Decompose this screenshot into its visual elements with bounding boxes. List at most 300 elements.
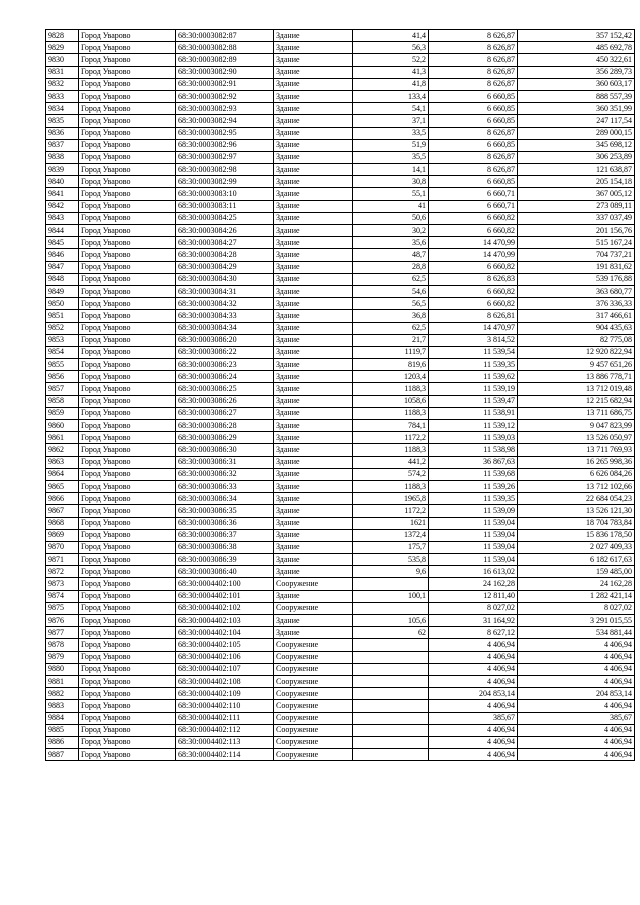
- cadastral-number-cell: 68:30:0004402:105: [176, 639, 274, 651]
- cadastral-number-cell: 68:30:0003086:23: [176, 359, 274, 371]
- object-type-cell: Здание: [274, 444, 353, 456]
- area-cell: 28,8: [353, 261, 429, 273]
- cadastral-value-cell: 82 775,08: [518, 334, 635, 346]
- locality-cell: Город Уварово: [79, 285, 176, 297]
- table-row: [46, 285, 635, 297]
- unit-value-cell: 11 539,26: [429, 480, 518, 492]
- table-row: [46, 78, 635, 90]
- table-row: [46, 688, 635, 700]
- cadastral-value-cell: 363 680,77: [518, 285, 635, 297]
- object-type-cell: Здание: [274, 176, 353, 188]
- cadastral-number-cell: 68:30:0003086:34: [176, 493, 274, 505]
- cadastral-value-cell: 534 881,44: [518, 627, 635, 639]
- cadastral-value-cell: 1 282 421,14: [518, 590, 635, 602]
- object-type-cell: Здание: [274, 346, 353, 358]
- locality-cell: Город Уварово: [79, 249, 176, 261]
- object-type-cell: Здание: [274, 371, 353, 383]
- area-cell: 1621: [353, 517, 429, 529]
- locality-cell: Город Уварово: [79, 127, 176, 139]
- cadastral-number-cell: 68:30:0004402:100: [176, 578, 274, 590]
- cadastral-value-cell: 357 152,42: [518, 30, 635, 42]
- cadastral-number-cell: 68:30:0003082:94: [176, 115, 274, 127]
- unit-value-cell: 24 162,28: [429, 578, 518, 590]
- unit-value-cell: 385,67: [429, 712, 518, 724]
- unit-value-cell: 8 626,87: [429, 54, 518, 66]
- area-cell: 62: [353, 627, 429, 639]
- locality-cell: Город Уварово: [79, 639, 176, 651]
- table-row: [46, 273, 635, 285]
- locality-cell: Город Уварово: [79, 456, 176, 468]
- unit-value-cell: 8 626,87: [429, 66, 518, 78]
- cadastral-number-cell: 68:30:0004402:104: [176, 627, 274, 639]
- unit-value-cell: 11 539,04: [429, 529, 518, 541]
- locality-cell: Город Уварово: [79, 736, 176, 748]
- area-cell: [353, 736, 429, 748]
- row-number-cell: 9872: [46, 566, 79, 578]
- area-cell: [353, 663, 429, 675]
- cadastral-value-cell: 385,67: [518, 712, 635, 724]
- locality-cell: Город Уварово: [79, 310, 176, 322]
- area-cell: [353, 578, 429, 590]
- cadastral-number-cell: 68:30:0003086:24: [176, 371, 274, 383]
- area-cell: 54,1: [353, 103, 429, 115]
- unit-value-cell: 6 660,82: [429, 212, 518, 224]
- table-row: [46, 359, 635, 371]
- table-row: [46, 529, 635, 541]
- unit-value-cell: 4 406,94: [429, 675, 518, 687]
- object-type-cell: Сооружение: [274, 578, 353, 590]
- object-type-cell: Здание: [274, 432, 353, 444]
- area-cell: 105,6: [353, 615, 429, 627]
- cadastral-number-cell: 68:30:0003086:22: [176, 346, 274, 358]
- object-type-cell: Здание: [274, 90, 353, 102]
- row-number-cell: 9852: [46, 322, 79, 334]
- cadastral-number-cell: 68:30:0003082:90: [176, 66, 274, 78]
- unit-value-cell: 6 660,85: [429, 103, 518, 115]
- area-cell: [353, 639, 429, 651]
- area-cell: 51,9: [353, 139, 429, 151]
- area-cell: [353, 724, 429, 736]
- cadastral-value-cell: 13 711 686,75: [518, 407, 635, 419]
- table-row: [46, 700, 635, 712]
- locality-cell: Город Уварово: [79, 432, 176, 444]
- row-number-cell: 9858: [46, 395, 79, 407]
- cadastral-number-cell: 68:30:0003086:36: [176, 517, 274, 529]
- cadastral-value-cell: 13 526 121,30: [518, 505, 635, 517]
- object-type-cell: Здание: [274, 517, 353, 529]
- locality-cell: Город Уварово: [79, 724, 176, 736]
- cadastral-value-cell: 345 698,12: [518, 139, 635, 151]
- cadastral-value-cell: 24 162,28: [518, 578, 635, 590]
- cadastral-number-cell: 68:30:0003086:33: [176, 480, 274, 492]
- object-type-cell: Здание: [274, 529, 353, 541]
- object-type-cell: Здание: [274, 456, 353, 468]
- locality-cell: Город Уварово: [79, 590, 176, 602]
- locality-cell: Город Уварово: [79, 541, 176, 553]
- cadastral-number-cell: 68:30:0003082:99: [176, 176, 274, 188]
- object-type-cell: Здание: [274, 407, 353, 419]
- area-cell: 1188,3: [353, 444, 429, 456]
- row-number-cell: 9837: [46, 139, 79, 151]
- object-type-cell: Здание: [274, 505, 353, 517]
- area-cell: 21,7: [353, 334, 429, 346]
- area-cell: 55,1: [353, 188, 429, 200]
- row-number-cell: 9886: [46, 736, 79, 748]
- area-cell: 1188,3: [353, 407, 429, 419]
- locality-cell: Город Уварово: [79, 700, 176, 712]
- cadastral-number-cell: 68:30:0004402:107: [176, 663, 274, 675]
- cadastral-number-cell: 68:30:0003086:31: [176, 456, 274, 468]
- object-type-cell: Здание: [274, 78, 353, 90]
- row-number-cell: 9882: [46, 688, 79, 700]
- cadastral-value-cell: 4 406,94: [518, 663, 635, 675]
- row-number-cell: 9868: [46, 517, 79, 529]
- locality-cell: Город Уварово: [79, 30, 176, 42]
- object-type-cell: Сооружение: [274, 736, 353, 748]
- object-type-cell: Здание: [274, 127, 353, 139]
- row-number-cell: 9869: [46, 529, 79, 541]
- locality-cell: Город Уварово: [79, 103, 176, 115]
- object-type-cell: Сооружение: [274, 639, 353, 651]
- cadastral-number-cell: 68:30:0004402:101: [176, 590, 274, 602]
- locality-cell: Город Уварово: [79, 90, 176, 102]
- table-row: [46, 578, 635, 590]
- cadastral-value-cell: 247 117,54: [518, 115, 635, 127]
- row-number-cell: 9830: [46, 54, 79, 66]
- cadastral-value-cell: 904 435,63: [518, 322, 635, 334]
- locality-cell: Город Уварово: [79, 115, 176, 127]
- locality-cell: Город Уварово: [79, 383, 176, 395]
- cadastral-number-cell: 68:30:0003084:28: [176, 249, 274, 261]
- cadastral-number-cell: 68:30:0003086:39: [176, 554, 274, 566]
- object-type-cell: Здание: [274, 212, 353, 224]
- cadastral-value-cell: 3 291 015,55: [518, 615, 635, 627]
- table-row: [46, 420, 635, 432]
- object-type-cell: Сооружение: [274, 602, 353, 614]
- row-number-cell: 9853: [46, 334, 79, 346]
- cadastral-number-cell: 68:30:0003082:91: [176, 78, 274, 90]
- locality-cell: Город Уварово: [79, 359, 176, 371]
- unit-value-cell: 6 660,82: [429, 285, 518, 297]
- unit-value-cell: 11 539,35: [429, 493, 518, 505]
- unit-value-cell: 11 539,09: [429, 505, 518, 517]
- area-cell: 574,2: [353, 468, 429, 480]
- row-number-cell: 9862: [46, 444, 79, 456]
- locality-cell: Город Уварово: [79, 578, 176, 590]
- object-type-cell: Здание: [274, 322, 353, 334]
- area-cell: 1172,2: [353, 432, 429, 444]
- object-type-cell: Здание: [274, 334, 353, 346]
- table-row: [46, 554, 635, 566]
- cadastral-value-cell: 337 037,49: [518, 212, 635, 224]
- object-type-cell: Здание: [274, 200, 353, 212]
- unit-value-cell: 8 626,83: [429, 273, 518, 285]
- locality-cell: Город Уварово: [79, 200, 176, 212]
- object-type-cell: Здание: [274, 115, 353, 127]
- table-row: [46, 651, 635, 663]
- row-number-cell: 9864: [46, 468, 79, 480]
- unit-value-cell: 11 539,68: [429, 468, 518, 480]
- object-type-cell: Здание: [274, 395, 353, 407]
- locality-cell: Город Уварово: [79, 529, 176, 541]
- row-number-cell: 9846: [46, 249, 79, 261]
- unit-value-cell: 4 406,94: [429, 736, 518, 748]
- cadastral-number-cell: 68:30:0004402:113: [176, 736, 274, 748]
- unit-value-cell: 8 627,12: [429, 627, 518, 639]
- unit-value-cell: 4 406,94: [429, 724, 518, 736]
- cadastral-number-cell: 68:30:0003086:30: [176, 444, 274, 456]
- row-number-cell: 9861: [46, 432, 79, 444]
- object-type-cell: Здание: [274, 566, 353, 578]
- locality-cell: Город Уварово: [79, 420, 176, 432]
- table-body: [46, 30, 635, 761]
- locality-cell: Город Уварово: [79, 225, 176, 237]
- unit-value-cell: 11 539,12: [429, 420, 518, 432]
- object-type-cell: Сооружение: [274, 663, 353, 675]
- locality-cell: Город Уварово: [79, 188, 176, 200]
- row-number-cell: 9845: [46, 237, 79, 249]
- table-row: [46, 322, 635, 334]
- area-cell: 56,5: [353, 298, 429, 310]
- row-number-cell: 9860: [46, 420, 79, 432]
- table-row: [46, 42, 635, 54]
- object-type-cell: Здание: [274, 480, 353, 492]
- area-cell: 56,3: [353, 42, 429, 54]
- row-number-cell: 9885: [46, 724, 79, 736]
- locality-cell: Город Уварово: [79, 554, 176, 566]
- locality-cell: Город Уварово: [79, 322, 176, 334]
- cadastral-value-cell: 4 406,94: [518, 724, 635, 736]
- cadastral-value-cell: 13 712 102,66: [518, 480, 635, 492]
- unit-value-cell: 11 539,35: [429, 359, 518, 371]
- unit-value-cell: 11 538,98: [429, 444, 518, 456]
- table-row: [46, 444, 635, 456]
- object-type-cell: Здание: [274, 383, 353, 395]
- locality-cell: Город Уварово: [79, 78, 176, 90]
- unit-value-cell: 6 660,85: [429, 176, 518, 188]
- row-number-cell: 9870: [46, 541, 79, 553]
- cadastral-number-cell: 68:30:0003086:32: [176, 468, 274, 480]
- cadastral-value-cell: 4 406,94: [518, 675, 635, 687]
- locality-cell: Город Уварово: [79, 712, 176, 724]
- area-cell: 48,7: [353, 249, 429, 261]
- unit-value-cell: 4 406,94: [429, 663, 518, 675]
- object-type-cell: Здание: [274, 139, 353, 151]
- area-cell: 535,8: [353, 554, 429, 566]
- table-row: [46, 346, 635, 358]
- cadastral-number-cell: 68:30:0003082:88: [176, 42, 274, 54]
- cadastral-number-cell: 68:30:0003084:29: [176, 261, 274, 273]
- row-number-cell: 9848: [46, 273, 79, 285]
- locality-cell: Город Уварово: [79, 627, 176, 639]
- cadastral-number-cell: 68:30:0003084:33: [176, 310, 274, 322]
- row-number-cell: 9834: [46, 103, 79, 115]
- cadastral-value-cell: 159 485,00: [518, 566, 635, 578]
- cadastral-value-cell: 4 406,94: [518, 651, 635, 663]
- area-cell: [353, 675, 429, 687]
- object-type-cell: Здание: [274, 30, 353, 42]
- row-number-cell: 9877: [46, 627, 79, 639]
- cadastral-number-cell: 68:30:0003082:87: [176, 30, 274, 42]
- cadastral-number-cell: 68:30:0003082:97: [176, 151, 274, 163]
- locality-cell: Город Уварово: [79, 675, 176, 687]
- object-type-cell: Здание: [274, 298, 353, 310]
- row-number-cell: 9859: [46, 407, 79, 419]
- unit-value-cell: 6 660,82: [429, 261, 518, 273]
- table-row: [46, 432, 635, 444]
- object-type-cell: Здание: [274, 420, 353, 432]
- object-type-cell: Здание: [274, 590, 353, 602]
- table-row: [46, 456, 635, 468]
- object-type-cell: Сооружение: [274, 675, 353, 687]
- row-number-cell: 9832: [46, 78, 79, 90]
- unit-value-cell: 36 867,63: [429, 456, 518, 468]
- row-number-cell: 9881: [46, 675, 79, 687]
- cadastral-value-cell: 273 089,11: [518, 200, 635, 212]
- table-row: [46, 480, 635, 492]
- cadastral-number-cell: 68:30:0003082:92: [176, 90, 274, 102]
- cadastral-number-cell: 68:30:0003086:20: [176, 334, 274, 346]
- cadastral-number-cell: 68:30:0003084:26: [176, 225, 274, 237]
- locality-cell: Город Уварово: [79, 346, 176, 358]
- table-row: [46, 310, 635, 322]
- table-row: [46, 115, 635, 127]
- row-number-cell: 9829: [46, 42, 79, 54]
- table-row: [46, 407, 635, 419]
- table-row: [46, 103, 635, 115]
- cadastral-value-cell: 360 603,17: [518, 78, 635, 90]
- cadastral-number-cell: 68:30:0003086:25: [176, 383, 274, 395]
- area-cell: 1172,2: [353, 505, 429, 517]
- area-cell: 14,1: [353, 164, 429, 176]
- unit-value-cell: 204 853,14: [429, 688, 518, 700]
- row-number-cell: 9833: [46, 90, 79, 102]
- cadastral-number-cell: 68:30:0003084:32: [176, 298, 274, 310]
- object-type-cell: Здание: [274, 188, 353, 200]
- cadastral-number-cell: 68:30:0004402:103: [176, 615, 274, 627]
- row-number-cell: 9843: [46, 212, 79, 224]
- cadastral-number-cell: 68:30:0003082:93: [176, 103, 274, 115]
- locality-cell: Город Уварово: [79, 212, 176, 224]
- object-type-cell: Сооружение: [274, 712, 353, 724]
- cadastral-value-cell: 4 406,94: [518, 700, 635, 712]
- area-cell: [353, 749, 429, 761]
- object-type-cell: Здание: [274, 468, 353, 480]
- cadastral-number-cell: 68:30:0004402:110: [176, 700, 274, 712]
- row-number-cell: 9849: [46, 285, 79, 297]
- table-row: [46, 749, 635, 761]
- cadastral-number-cell: 68:30:0004402:102: [176, 602, 274, 614]
- cadastral-value-cell: 6 182 617,63: [518, 554, 635, 566]
- unit-value-cell: 8 626,87: [429, 78, 518, 90]
- locality-cell: Город Уварово: [79, 517, 176, 529]
- object-type-cell: Здание: [274, 554, 353, 566]
- area-cell: 9,6: [353, 566, 429, 578]
- cadastral-value-table: [45, 29, 635, 761]
- row-number-cell: 9873: [46, 578, 79, 590]
- area-cell: 175,7: [353, 541, 429, 553]
- cadastral-value-cell: 367 005,12: [518, 188, 635, 200]
- table-row: [46, 176, 635, 188]
- cadastral-value-cell: 8 027,02: [518, 602, 635, 614]
- table-row: [46, 54, 635, 66]
- unit-value-cell: 11 539,47: [429, 395, 518, 407]
- cadastral-value-cell: 539 176,88: [518, 273, 635, 285]
- locality-cell: Город Уварово: [79, 651, 176, 663]
- unit-value-cell: 11 539,54: [429, 346, 518, 358]
- locality-cell: Город Уварово: [79, 395, 176, 407]
- locality-cell: Город Уварово: [79, 66, 176, 78]
- row-number-cell: 9875: [46, 602, 79, 614]
- table-row: [46, 517, 635, 529]
- row-number-cell: 9836: [46, 127, 79, 139]
- area-cell: 33,5: [353, 127, 429, 139]
- area-cell: 30,8: [353, 176, 429, 188]
- cadastral-value-cell: 4 406,94: [518, 639, 635, 651]
- cadastral-value-cell: 306 253,89: [518, 151, 635, 163]
- table-row: [46, 164, 635, 176]
- cadastral-number-cell: 68:30:0003084:27: [176, 237, 274, 249]
- cadastral-value-cell: 360 351,99: [518, 103, 635, 115]
- object-type-cell: Здание: [274, 164, 353, 176]
- object-type-cell: Сооружение: [274, 651, 353, 663]
- unit-value-cell: 6 660,85: [429, 115, 518, 127]
- unit-value-cell: 14 470,99: [429, 237, 518, 249]
- cadastral-value-cell: 376 336,33: [518, 298, 635, 310]
- cadastral-value-cell: 4 406,94: [518, 749, 635, 761]
- object-type-cell: Здание: [274, 359, 353, 371]
- locality-cell: Город Уварово: [79, 42, 176, 54]
- unit-value-cell: 3 814,52: [429, 334, 518, 346]
- cadastral-value-cell: 9 047 823,99: [518, 420, 635, 432]
- object-type-cell: Сооружение: [274, 724, 353, 736]
- unit-value-cell: 11 539,03: [429, 432, 518, 444]
- unit-value-cell: 8 626,87: [429, 30, 518, 42]
- cadastral-number-cell: 68:30:0003084:34: [176, 322, 274, 334]
- locality-cell: Город Уварово: [79, 493, 176, 505]
- object-type-cell: Здание: [274, 54, 353, 66]
- cadastral-number-cell: 68:30:0003084:25: [176, 212, 274, 224]
- unit-value-cell: 12 811,40: [429, 590, 518, 602]
- cadastral-number-cell: 68:30:0003086:28: [176, 420, 274, 432]
- cadastral-value-cell: 16 265 998,36: [518, 456, 635, 468]
- area-cell: 1965,8: [353, 493, 429, 505]
- object-type-cell: Здание: [274, 225, 353, 237]
- object-type-cell: Здание: [274, 273, 353, 285]
- area-cell: 62,5: [353, 322, 429, 334]
- unit-value-cell: 6 660,82: [429, 298, 518, 310]
- row-number-cell: 9867: [46, 505, 79, 517]
- object-type-cell: Здание: [274, 310, 353, 322]
- table-row: [46, 371, 635, 383]
- table-row: [46, 627, 635, 639]
- object-type-cell: Здание: [274, 237, 353, 249]
- locality-cell: Город Уварово: [79, 444, 176, 456]
- table-row: [46, 505, 635, 517]
- row-number-cell: 9842: [46, 200, 79, 212]
- unit-value-cell: 6 660,71: [429, 188, 518, 200]
- cadastral-value-cell: 205 154,18: [518, 176, 635, 188]
- row-number-cell: 9883: [46, 700, 79, 712]
- object-type-cell: Здание: [274, 261, 353, 273]
- row-number-cell: 9835: [46, 115, 79, 127]
- unit-value-cell: 11 539,04: [429, 541, 518, 553]
- unit-value-cell: 8 626,87: [429, 42, 518, 54]
- table-row: [46, 225, 635, 237]
- unit-value-cell: 16 613,02: [429, 566, 518, 578]
- cadastral-value-cell: 13 886 778,71: [518, 371, 635, 383]
- area-cell: 30,2: [353, 225, 429, 237]
